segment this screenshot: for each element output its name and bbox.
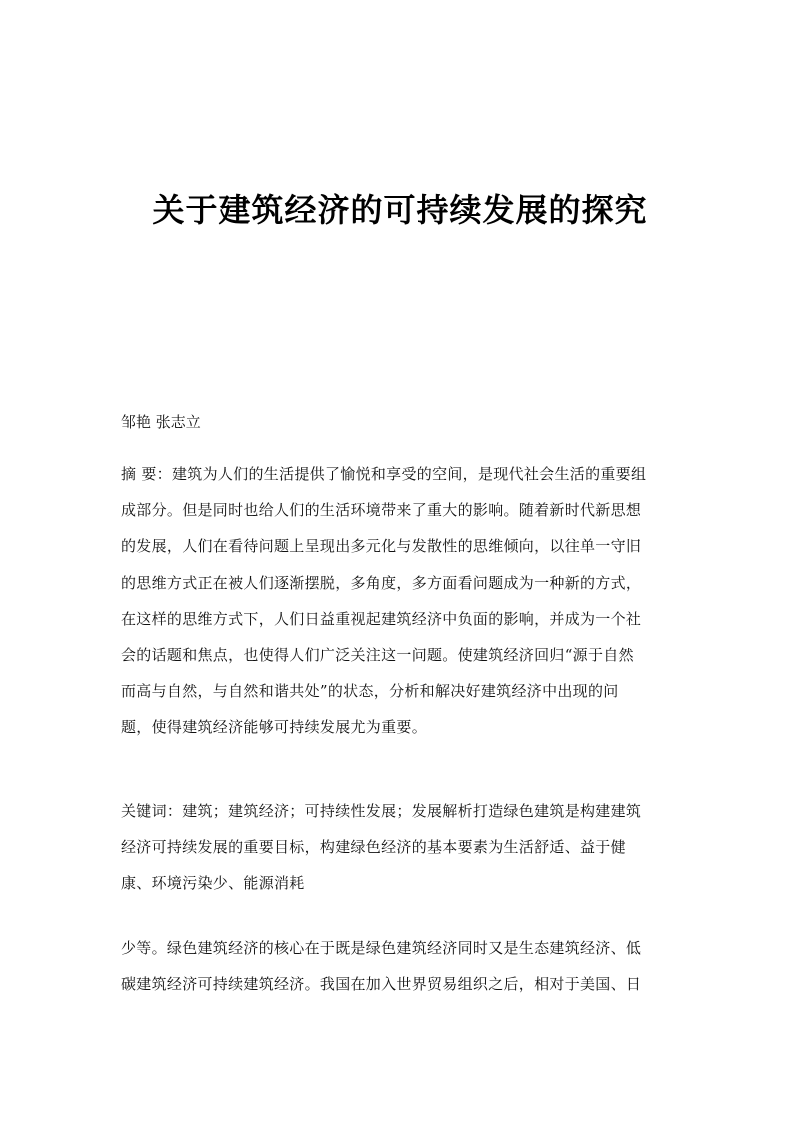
abstract-line: 的思维方式正在被人们逐渐摆脱，多角度，多方面看问题成为一种新的方式， (121, 573, 642, 592)
abstract-line: 题，使得建筑经济能够可持续发展尤为重要。 (121, 718, 428, 737)
abstract-line: 在这样的思维方式下，人们日益重视起建筑经济中负面的影响，并成为一个社 (121, 609, 642, 628)
abstract-line: 而高与自然，与自然和谐共处”的状态，分析和解决好建筑经济中出现的问 (121, 682, 619, 701)
keywords-line: 康、环境污染少、能源消耗 (121, 874, 305, 893)
body-line: 少等。绿色建筑经济的核心在于既是绿色建筑经济同时又是生态建筑经济、低 (121, 939, 642, 957)
abstract-paragraph (121, 456, 677, 746)
keywords-paragraph (121, 793, 677, 902)
body-line: 碳建筑经济可持续建筑经济。我国在加入世界贸易组织之后，相对于美国、日 (121, 975, 642, 994)
body-paragraph (121, 930, 677, 1002)
abstract-line: 会的话题和焦点，也使得人们广泛关注这一问题。使建筑经济回归“源于自然 (121, 646, 634, 665)
abstract-line: 成部分。但是同时也给人们的生活环境带来了重大的影响。随着新时代新思想 (121, 501, 642, 520)
abstract-line: 摘 要：建筑为人们的生活提供了愉悦和享受的空间，是现代社会生活的重要组 (121, 465, 647, 483)
keywords-line: 关键词：建筑；建筑经济；可持续性发展；发展解析打造绿色建筑是构建建筑 (121, 802, 642, 820)
abstract-line: 的发展，人们在看待问题上呈现出多元化与发散性的思维倾向，以往单一守旧 (121, 537, 642, 556)
document-title: 关于建筑经济的可持续发展的探究 (152, 191, 648, 229)
authors-line: 邹艳 张志立 (121, 413, 201, 431)
keywords-line: 经济可持续发展的重要目标，构建绿色经济的基本要素为生活舒适、益于健 (121, 838, 626, 857)
